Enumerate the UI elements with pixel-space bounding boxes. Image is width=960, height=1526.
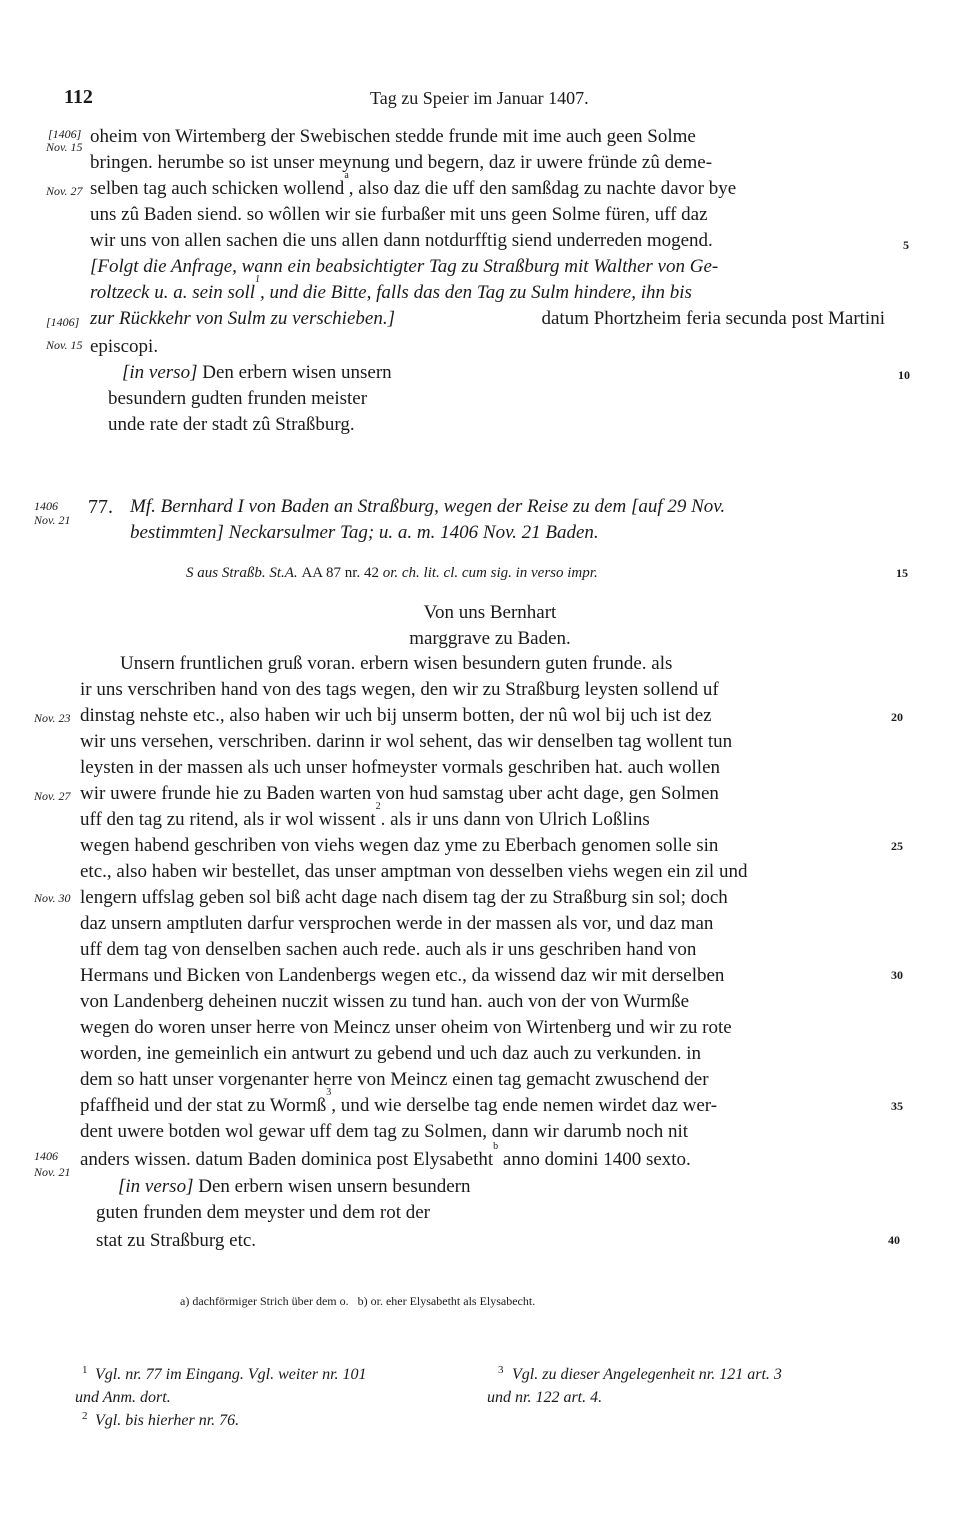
footnote: Vgl. bis hierher nr. 76. <box>95 1412 240 1429</box>
running-title: Tag zu Speier im Januar 1407. <box>370 88 589 108</box>
margin-date: Nov. 23 <box>34 711 71 725</box>
text-line: uff dem tag von denselben sachen auch rede. auch als ir uns geschriben hand von <box>80 939 697 960</box>
address-line: besundern gudten frunden meister <box>108 388 368 409</box>
text-line: ir uns verschriben hand von des tags wegen, den wir zu Straßburg leysten sollend uf <box>80 679 719 700</box>
text-line: wegen do woren unser herre von Meincz unser oheim von Wirtenberg und wir zu rote <box>80 1017 732 1038</box>
text-line: selben tag auch schicken wollend a , also daz die uff den samßdag zu nachte davor bye <box>90 170 737 199</box>
text-line: lengern uffslag geben sol biß acht dage nach disem tag der zu Straßburg sin sol; doch <box>80 887 728 908</box>
footnote: Vgl. zu dieser Angelegenheit nr. 121 art. 3 <box>512 1366 782 1383</box>
footnote: und Anm. dort. <box>75 1389 171 1406</box>
text-line: pfaffheid und der stat zu Wormß 3 , und wie derselbe tag ende nemen wirdet daz wer- <box>80 1087 718 1116</box>
margin-date: [1406] <box>46 315 80 329</box>
entry-title: bestimmten] Neckarsulmer Tag; u. a. m. 1406 Nov. 21 Baden. <box>130 522 599 543</box>
text-line: dem so hatt unser vorgenanter herre von Meincz einen tag gemacht zwuschend der <box>80 1069 709 1090</box>
margin-date: Nov. 21 <box>34 1165 71 1179</box>
text-line: von Landenberg deheinen nuczit wissen zu tund han. auch von der von Wurmße <box>80 991 690 1012</box>
line-number: 30 <box>891 968 903 982</box>
text-line: dent uwere botden wol gewar uff dem tag zu Solmen, dann wir darumb noch nit <box>80 1121 689 1142</box>
editorial-note: roltzeck u. a. sein soll 1 , und die Bitte, falls das den Tag zu Sulm hindere, ihn bis <box>90 274 692 303</box>
margin-date: Nov. 27 <box>34 789 71 803</box>
footnote-number: 3 <box>498 1364 504 1376</box>
line-number: 20 <box>891 710 903 724</box>
line-number: 5 <box>903 238 909 252</box>
line-number: 25 <box>891 839 903 853</box>
text-line: oheim von Wirtemberg der Swebischen stedde frunde mit ime auch geen Solme <box>90 126 696 147</box>
margin-date: Nov. 27 <box>46 184 83 198</box>
margin-date: 1406 <box>34 499 58 513</box>
footnote: und nr. 122 art. 4. <box>487 1389 603 1406</box>
address-line: unde rate der stadt zû Straßburg. <box>108 414 355 435</box>
text-line: etc., also haben wir bestellet, das unser amptman von desselben viehs wegen ein zil und <box>80 861 748 882</box>
address-line: [in verso] Den erbern wisen unsern besundern <box>118 1176 471 1197</box>
text-line: wir uwere frunde hie zu Baden warten von hud samstag uber acht dage, gen Solmen <box>80 783 719 804</box>
margin-date: Nov. 21 <box>34 513 71 527</box>
margin-date: 1406 <box>34 1149 58 1163</box>
line-number: 15 <box>896 566 908 580</box>
text-line: worden, ine gemeinlich ein antwurt zu gebend und uch daz auch zu verkunden. in <box>80 1043 701 1064</box>
entry-number: 77. <box>88 496 113 518</box>
letter-sender: marggrave zu Baden. <box>409 628 571 649</box>
text-line: wir uns von allen sachen die uns allen dann notdurfftig siend underreden mogend. <box>90 230 713 251</box>
margin-date: Nov. 30 <box>34 891 71 905</box>
address-line: guten frunden dem meyster und dem rot der <box>96 1202 430 1223</box>
source-line: S aus Straßb. St.A. AA 87 nr. 42 or. ch. lit. cl. cum sig. in verso impr. <box>186 565 598 581</box>
text-line: uff den tag zu ritend, als ir wol wissent 2 . als ir uns dann von Ulrich Loßlins <box>80 801 650 830</box>
address-line: [in verso] Den erbern wisen unsern <box>122 362 392 383</box>
text-line: bringen. herumbe so ist unser meynung und begern, daz ir uwere fründe zû deme- <box>90 152 713 173</box>
text-line: zur Rückkehr von Sulm zu verschieben.] datum Phortzheim feria secunda post Martini <box>90 308 885 329</box>
margin-date: Nov. 15 <box>46 140 83 154</box>
address-line: stat zu Straßburg etc. <box>96 1230 257 1251</box>
text-line: leysten in der massen als uch unser hofmeyster vormals geschriben hat. auch wollen <box>80 757 721 778</box>
apparatus-note: a) dachförmiger Strich über dem o. b) or. eher Elysabetht als Elysabecht. <box>180 1294 536 1308</box>
text-line: daz unsern amptluten darfur versprochen werde in der massen als vor, und daz man <box>80 913 714 934</box>
line-number: 40 <box>888 1233 900 1247</box>
text-line: wir uns versehen, verschriben. darinn ir wol sehent, das wir denselben tag wollent tun <box>80 731 733 752</box>
text-line: uns zû Baden siend. so wôllen wir sie furbaßer mit uns geen Solme füren, uff daz <box>90 204 708 225</box>
margin-date: [1406] <box>48 127 82 141</box>
text-line: episcopi. <box>90 336 159 357</box>
entry-title: Mf. Bernhard I von Baden an Straßburg, wegen der Reise zu dem [auf 29 Nov. <box>130 496 726 517</box>
letter-sender: Von uns Bernhart <box>423 602 557 623</box>
footnote-number: 1 <box>82 1364 88 1376</box>
footnote-number: 2 <box>82 1410 88 1422</box>
footnote: Vgl. nr. 77 im Eingang. Vgl. weiter nr. 101 <box>95 1366 367 1383</box>
line-number: 35 <box>891 1099 903 1113</box>
text-line: dinstag nehste etc., also haben wir uch bij unserm botten, der nû wol bij uch ist dez <box>80 705 712 726</box>
text-line: Hermans und Bicken von Landenbergs wegen etc., da wissend daz wir mit derselben <box>80 965 725 986</box>
page-number: 112 <box>64 86 93 108</box>
text-line: anders wissen. datum Baden dominica post Elysabetht b anno domini 1400 sexto. <box>80 1141 691 1170</box>
text-line: Unsern fruntlichen gruß voran. erbern wisen besundern guten frunde. als <box>120 653 673 674</box>
line-number: 10 <box>898 368 910 382</box>
margin-date: Nov. 15 <box>46 338 83 352</box>
text-line: wegen habend geschriben von viehs wegen daz yme zu Eberbach genomen solle sin <box>80 835 719 856</box>
editorial-note: [Folgt die Anfrage, wann ein beabsichtigter Tag zu Straßburg mit Walther von Ge- <box>90 256 719 277</box>
